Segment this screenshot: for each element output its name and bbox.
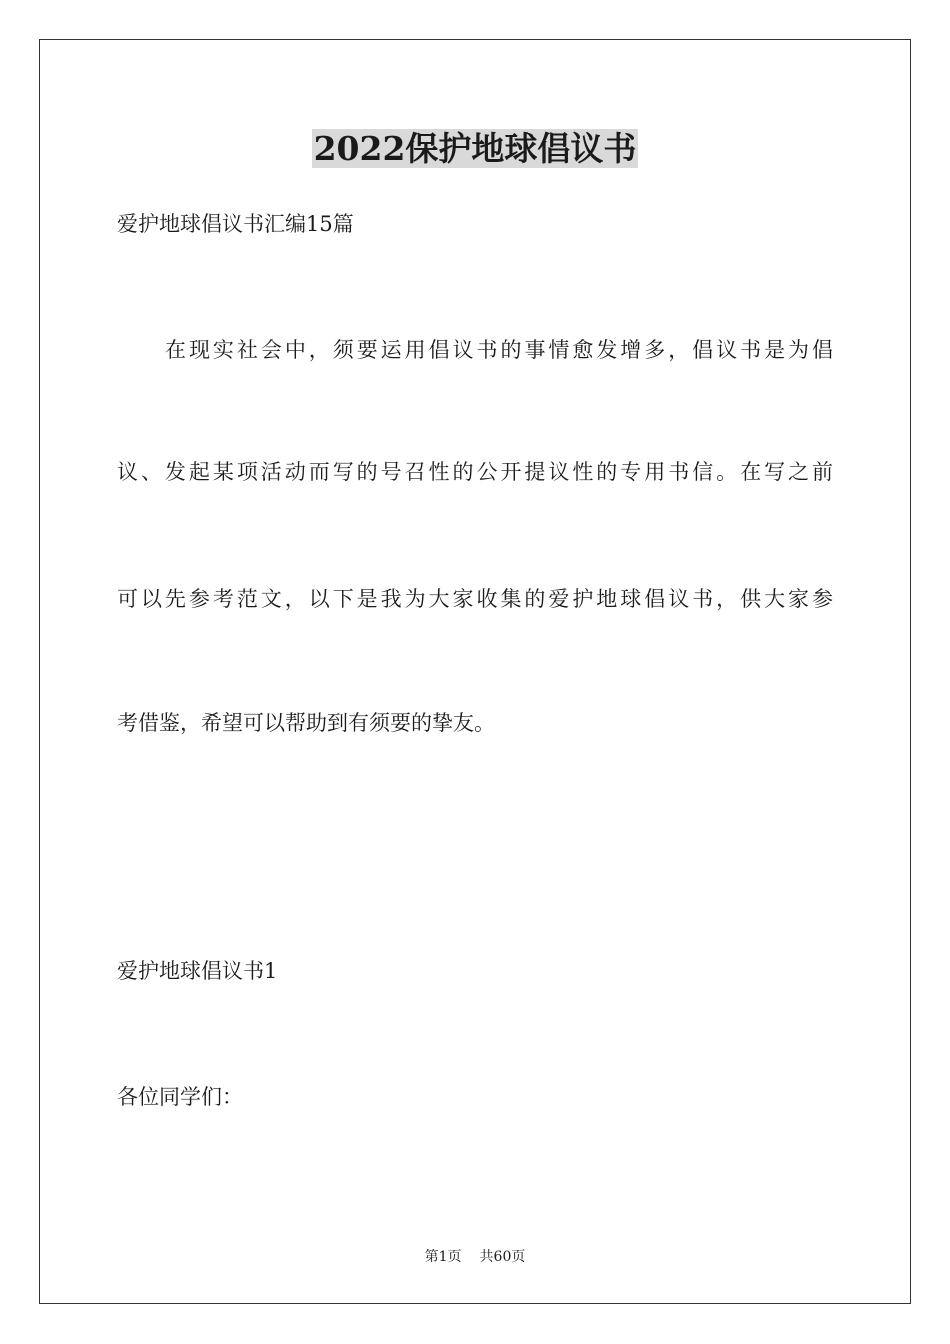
document-subtitle: 爱护地球倡议书汇编15篇 — [117, 212, 354, 236]
page-number-total: 共60页 — [479, 1249, 526, 1265]
section-heading: 爱护地球倡议书1 — [117, 959, 278, 983]
intro-paragraph-line-1: 在现实社会中，须要运用倡议书的事情愈发增多，倡议书是为倡 — [165, 338, 833, 362]
intro-paragraph-line-4: 考借鉴，希望可以帮助到有须要的挚友。 — [117, 711, 495, 735]
intro-paragraph-line-3: 可以先参考范文，以下是我为大家收集的爱护地球倡议书，供大家参 — [117, 587, 833, 611]
document-title — [0, 126, 950, 172]
intro-paragraph-line-2: 议、发起某项活动而写的号召性的公开提议性的专用书信。在写之前 — [117, 460, 833, 484]
page-footer — [0, 1247, 950, 1267]
document-title-text: 2022保护地球倡议书 — [313, 129, 637, 168]
salutation: 各位同学们： — [117, 1085, 243, 1109]
page-number-current: 第1页 — [424, 1249, 462, 1265]
